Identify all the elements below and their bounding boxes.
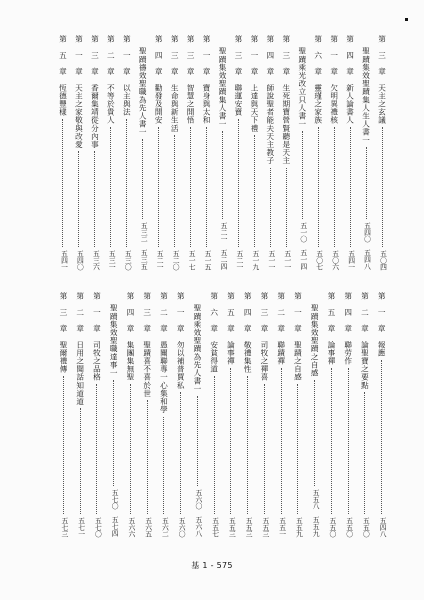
page-reference: 五五三 (244, 516, 253, 537)
toc-part-heading (108, 292, 119, 537)
toc-entry (125, 292, 136, 537)
page-reference: 五三〇 (123, 249, 132, 270)
chapter-title: 第 三 章 生命與新生活 (170, 35, 180, 133)
chapter-title: 第 三 章 天主之玄議 (377, 35, 387, 125)
chapter-title: 第 六 章 安貧得道 (209, 292, 219, 373)
chapter-title: 第 四 章 集團集無聖 (125, 292, 135, 382)
page-reference: 五六〇 五六八 (193, 489, 202, 537)
dot-leader (264, 384, 265, 514)
chapter-title: 第 四 章 師說聖者能夫天主教子 (265, 35, 275, 165)
dot-leader (130, 384, 131, 514)
page-reference: 五一五 (203, 249, 212, 270)
toc-entry (91, 292, 102, 537)
chapter-title: 第 一 章 欠明異禮核 (329, 35, 339, 125)
page-reference: 五四一 (346, 249, 355, 270)
chapter-title: 第 一 章 勿以補普賈私 (176, 292, 186, 390)
chapter-title: 第 一 章 司牧之品格 (92, 292, 102, 382)
chapter-title: 第 五 章 論事禪 (326, 292, 336, 365)
chapter-title: 第 一 章 天主之家敬與改愛 (74, 35, 84, 149)
chapter-title: 第 一 章 上達與天下禮 (249, 35, 259, 133)
dot-leader (80, 408, 81, 514)
part-title: 聖蹟集效聖蹟集人書一 (218, 47, 227, 128)
toc-entry (292, 292, 303, 537)
dot-leader (62, 119, 63, 247)
dot-leader (63, 376, 64, 514)
page-reference: 五〇七 (314, 249, 323, 270)
page-reference: 五〇六 (330, 249, 339, 270)
chapter-title: 第 二 章 愚關聯專一心集和學 (159, 292, 169, 414)
dot-leader (270, 168, 271, 247)
dot-leader (96, 384, 97, 514)
page-reference: 五三一 (107, 249, 116, 270)
dot-leader (126, 119, 127, 247)
part-title: 聖蹟乘效聖蹟為先人書一 (192, 304, 202, 394)
toc-entry (345, 35, 356, 270)
page-reference: 五三二 五三五 (139, 222, 148, 270)
page-reference: 五四一 (59, 249, 68, 270)
dot-leader (222, 131, 223, 219)
dot-leader (230, 368, 231, 514)
toc-entry (329, 35, 340, 270)
toc-entry (242, 292, 253, 537)
chapter-title: 第 二 章 日用之聞話知道道 (75, 292, 85, 406)
part-title: 聖蹟禱效聖職為先人書一 (138, 47, 148, 137)
toc-entry (75, 292, 86, 537)
toc-entry (377, 35, 388, 270)
chapter-title: 第 四 章 新人論書人 (345, 35, 355, 125)
dot-leader (110, 127, 111, 247)
dot-leader (348, 368, 349, 514)
page-reference: 五三六 (91, 249, 100, 270)
chapter-title: 第 三 章 智慧之開悟 (186, 35, 196, 125)
chapter-title: 第 二 章 論聖寶之要點 (360, 292, 370, 390)
dot-leader (254, 135, 255, 247)
page-reference: 五五七 (210, 516, 219, 537)
dot-leader (214, 376, 215, 514)
page-reference: 五五三 (227, 516, 236, 537)
toc-entry (343, 292, 354, 537)
chapter-title: 第 三 章 聖爾禮傳 (58, 292, 68, 373)
toc-entry (313, 35, 324, 270)
page-reference: 五一〇 五一四 (298, 222, 307, 270)
toc-part-heading (297, 35, 308, 270)
dot-leader (163, 417, 164, 514)
page-reference: 五四〇 五四八 (362, 222, 371, 270)
dot-leader (350, 127, 351, 247)
toc-entry (326, 292, 337, 537)
page-reference: 五七〇 (93, 516, 102, 537)
dot-leader (334, 127, 335, 247)
page-reference: 五二一 (155, 249, 164, 270)
page-reference: 五五三 (260, 516, 269, 537)
dot-leader (297, 384, 298, 514)
chapter-title: 第 一 章 聖蹟之自感 (293, 292, 303, 382)
chapter-title: 第 四 章 勸發及開安 (154, 35, 164, 125)
chapter-title: 第 六 章 靈瑾之家族 (313, 35, 323, 125)
toc-entry (169, 35, 180, 270)
chapter-title: 第 二 章 聯蹟禪 (276, 292, 286, 365)
chapter-title: 第 一 章 寶身與太和 (202, 35, 212, 125)
chapter-title: 第 三 章 聖蹟喜不喜於世 (142, 292, 152, 398)
dot-leader (366, 147, 367, 219)
page-reference: 五一九 (250, 249, 259, 270)
toc-part-heading (192, 292, 203, 537)
page-reference: 五一一 (282, 249, 291, 270)
chapter-title: 第 三 章 司牧之禪喜 (259, 292, 269, 382)
dot-leader (381, 360, 382, 514)
toc-entry (225, 292, 236, 537)
dot-leader (364, 392, 365, 514)
dot-leader (206, 127, 207, 247)
page-number: 基 1 - 575 (191, 561, 233, 570)
page-reference: 五五〇 (361, 516, 370, 537)
chapter-title: 第 一 章 報應 (377, 292, 387, 357)
page-reference: 五〇四 (378, 249, 387, 270)
toc-entry (175, 292, 186, 537)
page-reference: 五二〇 (171, 249, 180, 270)
toc-entry (105, 35, 116, 270)
page-reference: 五一一 (266, 249, 275, 270)
chapter-title: 第 四 章 聯劳作 (343, 292, 353, 365)
toc-entry (209, 292, 220, 537)
toc-part-heading (137, 35, 148, 270)
toc-entry (265, 35, 276, 270)
page-reference: 五五一 (277, 516, 286, 537)
toc-top-section (55, 35, 390, 270)
dot-leader (147, 400, 148, 514)
page-reference: 五二一 (234, 249, 243, 270)
page-reference: 五六〇 (177, 516, 186, 537)
page-reference: 五七〇 五七四 (110, 489, 119, 537)
dot-leader (286, 168, 287, 247)
toc-entry (276, 292, 287, 537)
dot-leader (238, 119, 239, 247)
dot-leader (302, 131, 303, 219)
toc-part-heading (217, 35, 228, 270)
toc-entry (249, 35, 260, 270)
page-reference: 五五八 五五九 (311, 489, 320, 537)
toc-entry (201, 35, 212, 270)
page-reference: 五六六 (126, 516, 135, 537)
dot-leader (180, 392, 181, 514)
part-title: 聖蹟乘光改立只人書一 (297, 47, 307, 128)
dot-leader (281, 368, 282, 514)
part-title: 聖蹟集效聖蹟集人生人書一 (361, 47, 371, 145)
toc-entry (89, 35, 100, 270)
dot-leader (197, 396, 198, 486)
chapter-title: 第 三 章 聯運安賣 (233, 35, 243, 116)
toc-entry (121, 35, 132, 270)
toc-entry (73, 35, 84, 270)
dot-leader (314, 380, 315, 486)
chapter-title: 第 三 章 生死期寶營賢聽是天主 (281, 35, 291, 165)
toc-entry (185, 35, 196, 270)
dot-leader (78, 151, 79, 247)
page-reference: 五一七 (187, 249, 196, 270)
dot-leader (142, 139, 143, 219)
dot-leader (174, 135, 175, 247)
toc-entry (281, 35, 292, 270)
page-reference: 五五〇 (344, 516, 353, 537)
dot-leader (190, 127, 191, 247)
dot-leader (318, 127, 319, 247)
toc-bottom-section (55, 292, 390, 537)
chapter-title: 第 四 章 敬禮集性 (243, 292, 253, 373)
corner-mark (405, 18, 408, 21)
toc-entry (359, 292, 370, 537)
toc-entry (376, 292, 387, 537)
page-reference: 五四八 (378, 516, 387, 537)
toc-entry (158, 292, 169, 537)
toc-part-heading (361, 35, 372, 270)
part-title: 聖蹟集效聖職達事一 (109, 304, 119, 377)
chapter-title: 第 一 章 以主與法 (122, 35, 132, 116)
dot-leader (113, 380, 114, 486)
dot-leader (331, 368, 332, 514)
page-reference: 五七三 (59, 516, 68, 537)
page-reference: 五六二 (160, 516, 169, 537)
chapter-title: 第 二 章 不等於貴人 (106, 35, 116, 125)
page-reference: 五七一 (76, 516, 85, 537)
page-reference: 五四〇 (75, 249, 84, 270)
part-title: 聖蹟集效聖蹟之自感 (310, 304, 320, 377)
toc-part-heading (309, 292, 320, 537)
dot-leader (382, 127, 383, 247)
chapter-title: 第 五 章 論事禪 (226, 292, 236, 365)
page-reference: 五五〇 (327, 516, 336, 537)
toc-entry (58, 292, 69, 537)
toc-entry (153, 35, 164, 270)
chapter-title: 第 五 章 恆德豐樣 (58, 35, 68, 116)
chapter-title: 第 三 章 香爾集靖從分內事 (90, 35, 100, 149)
toc-entry (233, 35, 244, 270)
page-reference: 五二一 五二四 (219, 222, 227, 270)
page-reference: 五五九 (294, 516, 303, 537)
dot-leader (247, 376, 248, 514)
toc-entry (259, 292, 270, 537)
toc-entry (142, 292, 153, 537)
dot-leader (94, 151, 95, 247)
page-reference: 五六五 (143, 516, 152, 537)
toc-entry (57, 35, 68, 270)
dot-leader (158, 127, 159, 247)
